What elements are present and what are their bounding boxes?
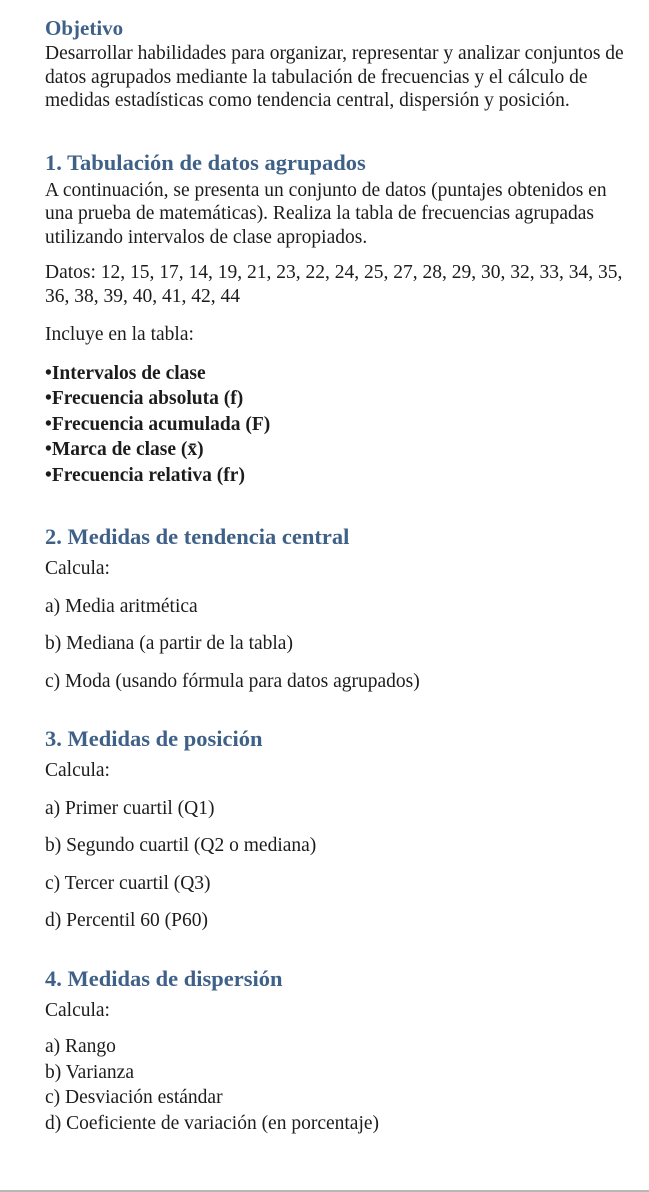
section3-item: a) Primer cuartil (Q1) (45, 797, 215, 819)
section4-item: b) Varianza (45, 1061, 134, 1083)
section3-title: 3. Medidas de posición (45, 726, 263, 751)
section3-item: c) Tercer cuartil (Q3) (45, 872, 211, 894)
section4-calc-label: Calcula: (45, 999, 110, 1021)
bullet-item: • Frecuencia acumulada (F) (45, 412, 633, 438)
bullet-item: • Intervalos de clase (45, 361, 633, 387)
bullet-item: • Frecuencia absoluta (f) (45, 386, 633, 412)
section1-data: Datos: 12, 15, 17, 14, 19, 21, 23, 22, 24, 25, 27, 28, 29, 30, 32, 33, 34, 35, 36, 38, 39, 40, 41, 42, 44 (45, 262, 623, 307)
section1-include-label: Incluye en la tabla: (45, 324, 194, 345)
section3-item: d) Percentil 60 (P60) (45, 910, 209, 931)
objective-title: Objetivo (45, 16, 124, 40)
section4-item: a) Rango (45, 1036, 116, 1057)
objective-text: Desarrollar habilidades para organizar, representar y analizar conjuntos de datos agrupados mediante la tabulación de frecuencias y el cálculo de medidas estadísticas como tendencia central, dispersión y posición. (45, 43, 624, 111)
bullet-item: • Frecuencia relativa (fr) (45, 463, 633, 489)
section4-item: c) Desviación estándar (45, 1087, 223, 1108)
section3-item: b) Segundo cuartil (Q2 o mediana) (45, 835, 317, 856)
section4-title: 4. Medidas de dispersión (45, 965, 283, 991)
section1-intro: A continuación, se presenta un conjunto de datos (puntajes obtenidos en una prueba de matemáticas). Realiza la tabla de frecuencias agrupadas utilizando intervalos de clase apropiados. (45, 179, 607, 248)
section2-title: 2. Medidas de tendencia central (45, 524, 350, 549)
section3-calc-label: Calcula: (45, 760, 110, 781)
section1-title: 1. Tabulación de datos agrupados (45, 149, 366, 175)
section2-item: a) Media aritmética (45, 595, 198, 617)
section2-item: b) Mediana (a partir de la tabla) (45, 633, 293, 654)
section2-item: c) Moda (usando fórmula para datos agrupados) (45, 670, 420, 692)
section2-calc-label: Calcula: (45, 558, 110, 579)
section4-item: d) Coeficiente de variación (en porcentaje) (45, 1112, 380, 1134)
bullet-item: • Marca de clase (x̄) (45, 437, 633, 463)
section1-bullet-list (45, 361, 633, 489)
